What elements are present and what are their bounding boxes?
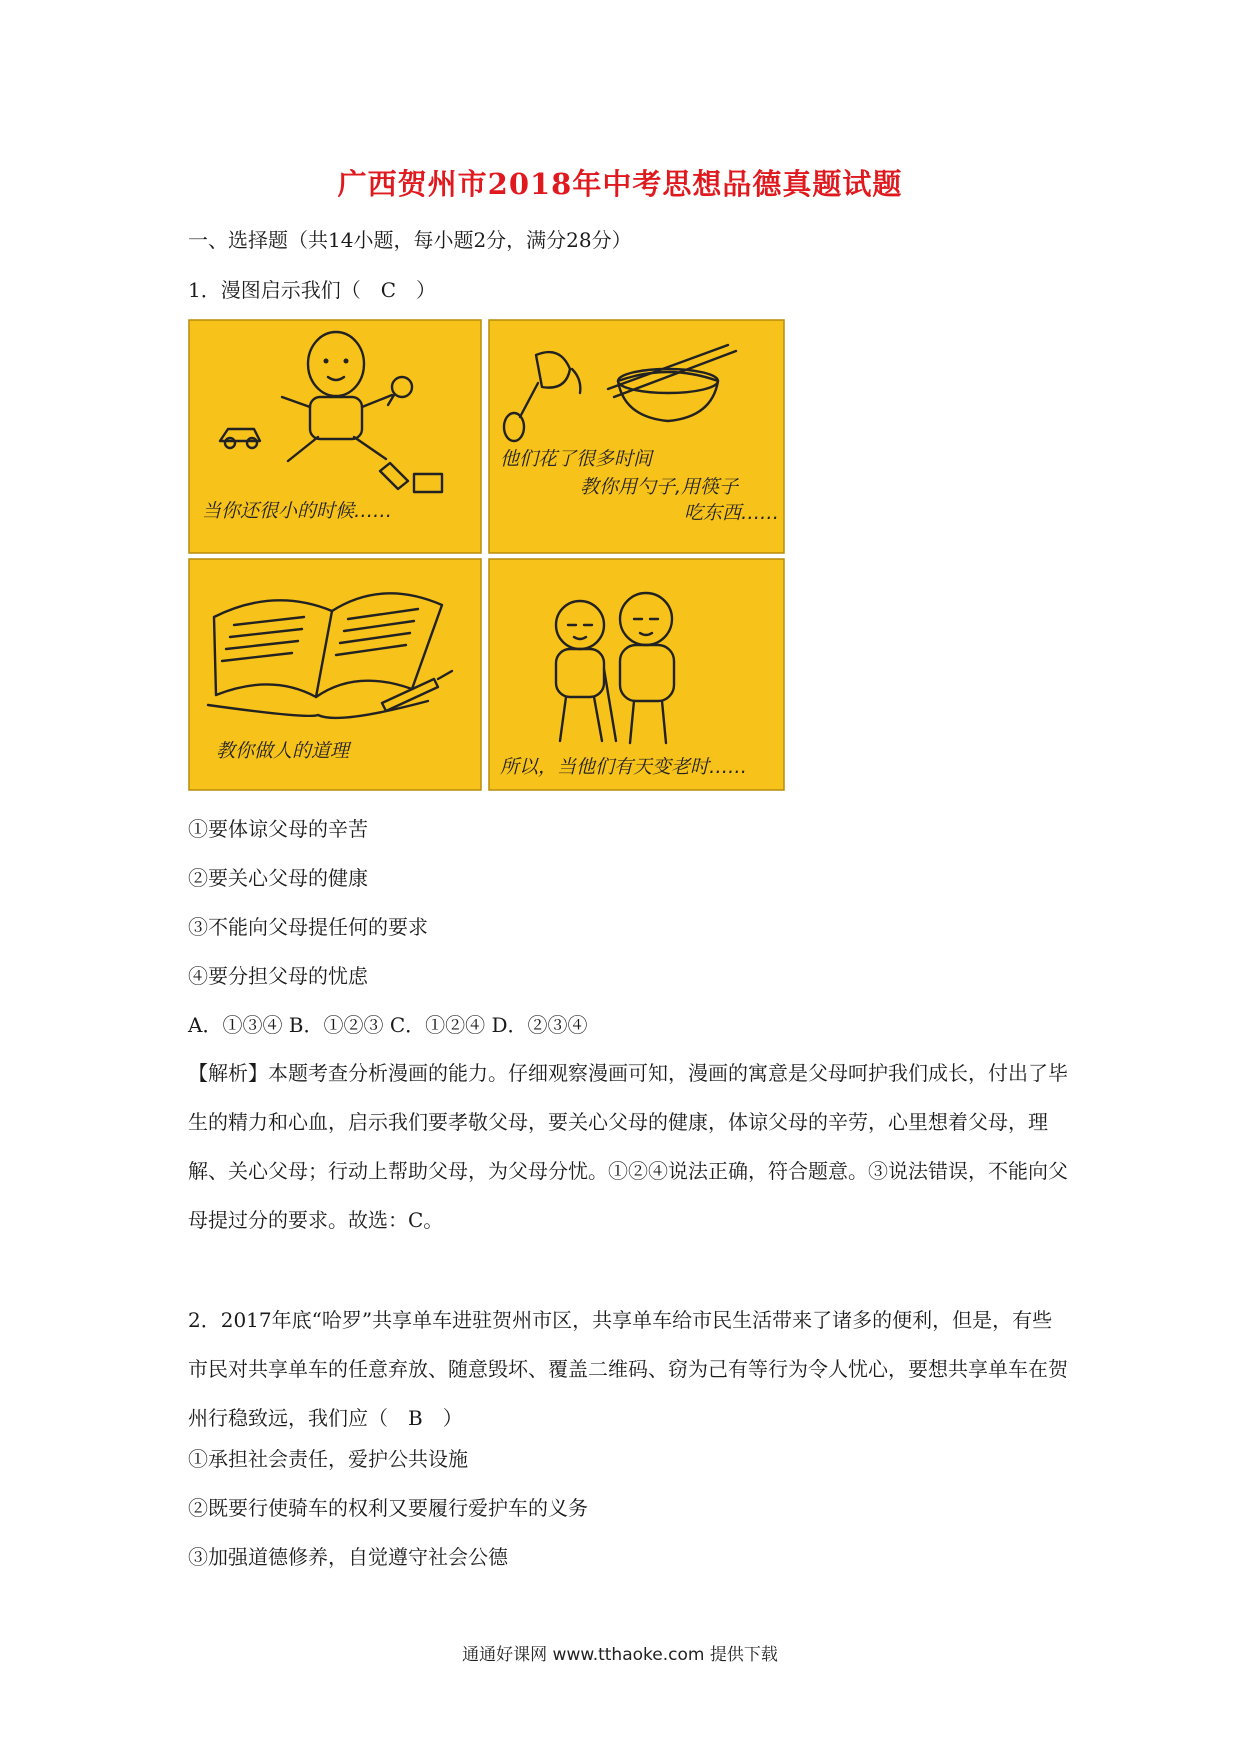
q1-option-2: ②要关心父母的健康 [188, 866, 368, 890]
q2-option-2: ②既要行使骑车的权利又要履行爱护车的义务 [188, 1496, 588, 1520]
comic-caption-1: 当你还很小的时候…… [202, 500, 393, 522]
q2-option-3: ③加强道德修养，自觉遵守社会公德 [188, 1545, 508, 1569]
question-1-stem: 1．漫图启示我们（ C ） [188, 278, 437, 302]
section-heading: 一、选择题（共14小题，每小题2分，满分28分） [188, 228, 632, 252]
comic-caption-2a: 他们花了很多时间 [500, 448, 653, 470]
comic-caption-2c: 吃东西…… [684, 502, 780, 524]
q2-option-1: ①承担社会责任，爱护公共设施 [188, 1447, 468, 1471]
comic-caption-3: 教你做人的道理 [216, 740, 350, 762]
comic-caption-4: 所以，当他们有天变老时…… [500, 756, 748, 778]
page-footer: 通通好课网 www.tthaoke.com 提供下载 [462, 1645, 778, 1665]
comic-caption-2b: 教你用勺子,用筷子 [580, 476, 739, 498]
comic-illustration [188, 319, 785, 791]
question-2-stem: 2．2017年底“哈罗”共享单车进驻贺州市区，共享单车给市民生活带来了诸多的便利，但是，有些市民对共享单车的任意弃放、随意毁坏、覆盖二维码、窃为己有等行为令人忧心，要想共享单车在贺州行稳致远，我们应（ B ） [188, 1308, 1068, 1430]
q1-choices: A．①③④ B．①②③ C．①②④ D．②③④ [188, 1013, 588, 1037]
q1-option-1: ①要体谅父母的辛苦 [188, 817, 368, 841]
q1-analysis: 【解析】本题考查分析漫画的能力。仔细观察漫画可知，漫画的寓意是父母呵护我们成长，付出了毕生的精力和心血，启示我们要孝敬父母，要关心父母的健康，体谅父母的辛劳，心里想着父母，理解、关心父母；行动上帮助父母，为父母分忧。①②④说法正确，符合题意。③说法错误，不能向父母提过分的要求。故选：C。 [188, 1061, 1068, 1232]
q1-option-3: ③不能向父母提任何的要求 [188, 915, 428, 939]
q1-option-4: ④要分担父母的忧虑 [188, 964, 368, 988]
page-title: 广西贺州市2018年中考思想品德真题试题 [337, 167, 903, 201]
